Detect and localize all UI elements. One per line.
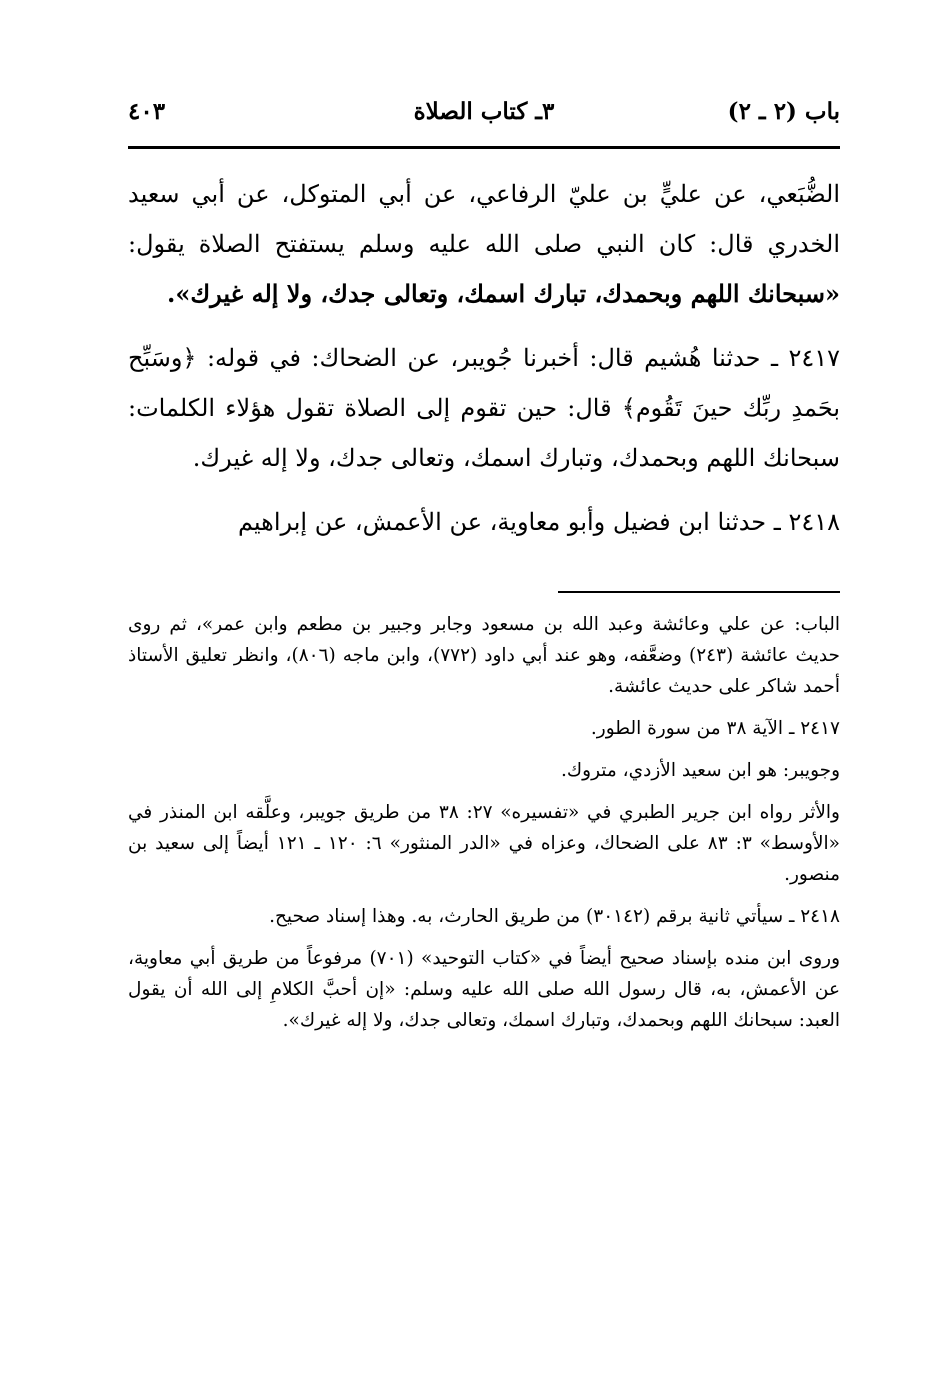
footnote-2418: ٢٤١٨ ـ سيأتي ثانية برقم (٣٠١٤٢) من طريق الحارث، به. وهذا إسناد صحيح. — [269, 906, 840, 927]
footnote-juwaybir: وجويبر: هو ابن سعيد الأزدي، متروك. — [561, 760, 840, 781]
paragraph-continuation — [128, 169, 840, 319]
book-title: ٣ـ كتاب الصلاة — [413, 98, 555, 125]
footnote-2417-source: والأثر رواه ابن جرير الطبري في «تفسيره» ٢٧: ٣٨ من طريق جويبر، وعلَّقه ابن المنذر في «الأوسط» ٣: ٨٣ على الضحاك، وعزاه في «الدر المنثور» ٦: ١٢٠ ـ ١٢١ أيضاً إلى سعيد بن منصور. — [128, 802, 840, 885]
footnote-2417-verse: ٢٤١٧ ـ الآية ٣٨ من سورة الطور. — [590, 718, 840, 739]
paragraph-continuation-text: الضُّبَعي، عن عليٍّ بن عليّ الرفاعي، عن أبي المتوكل، عن أبي سعيد الخدري قال: كان النبي صلى الله عليه وسلم يستفتح الصلاة يقول: — [128, 180, 840, 258]
chapter-heading: باب (٢ ـ ٢) — [727, 98, 840, 125]
supplication-quote: «سبحانك اللهم وبحمدك، تبارك اسمك، وتعالى جدك، ولا إله غيرك». — [167, 279, 840, 308]
main-text — [128, 169, 840, 547]
running-header — [128, 92, 840, 132]
header-rule — [128, 146, 840, 149]
hadith-2418: ٢٤١٨ ـ حدثنا ابن فضيل وأبو معاوية، عن الأعمش، عن إبراهيم — [237, 508, 840, 536]
footnotes — [128, 609, 840, 1036]
footnote-separator — [558, 591, 840, 593]
footnote-ibn-mandah: وروى ابن منده بإسناد صحيح أيضاً في «كتاب التوحيد» (٧٠١) مرفوعاً من طريق أبي معاوية، عن الأعمش، به، قال رسول الله صلى الله عليه وسلم: «إن أحبَّ الكلامِ إلى الله أن يقول العبد: سبحانك اللهم وبحمدك، وتبارك اسمك، وتعالى جدك، ولا إله غيرك». — [128, 948, 840, 1031]
footnote-chapter: الباب: عن علي وعائشة وعبد الله بن مسعود وجابر وجبير بن مطعم وابن عمر»، ثم روى حديث عائشة (٢٤٣) وضعَّفه، وهو عند أبي داود (٧٧٢)، وابن ماجه (٨٠٦)، وانظر تعليق الأستاذ أحمد شاكر على حديث عائشة. — [128, 614, 840, 697]
hadith-2417: ٢٤١٧ ـ حدثنا هُشيم قال: أخبرنا جُويبر، عن الضحاك: في قوله: ﴿وسَبِّح بحَمدِ ربِّك حينَ تَقُوم﴾ قال: حين تقوم إلى الصلاة تقول هؤلاء الكلمات: سبحانك اللهم وبحمدك، وتبارك اسمك، وتعالى جدك، ولا إله غيرك. — [128, 344, 840, 472]
page-number: ٤٠٣ — [128, 98, 166, 125]
book-page — [128, 92, 840, 1047]
